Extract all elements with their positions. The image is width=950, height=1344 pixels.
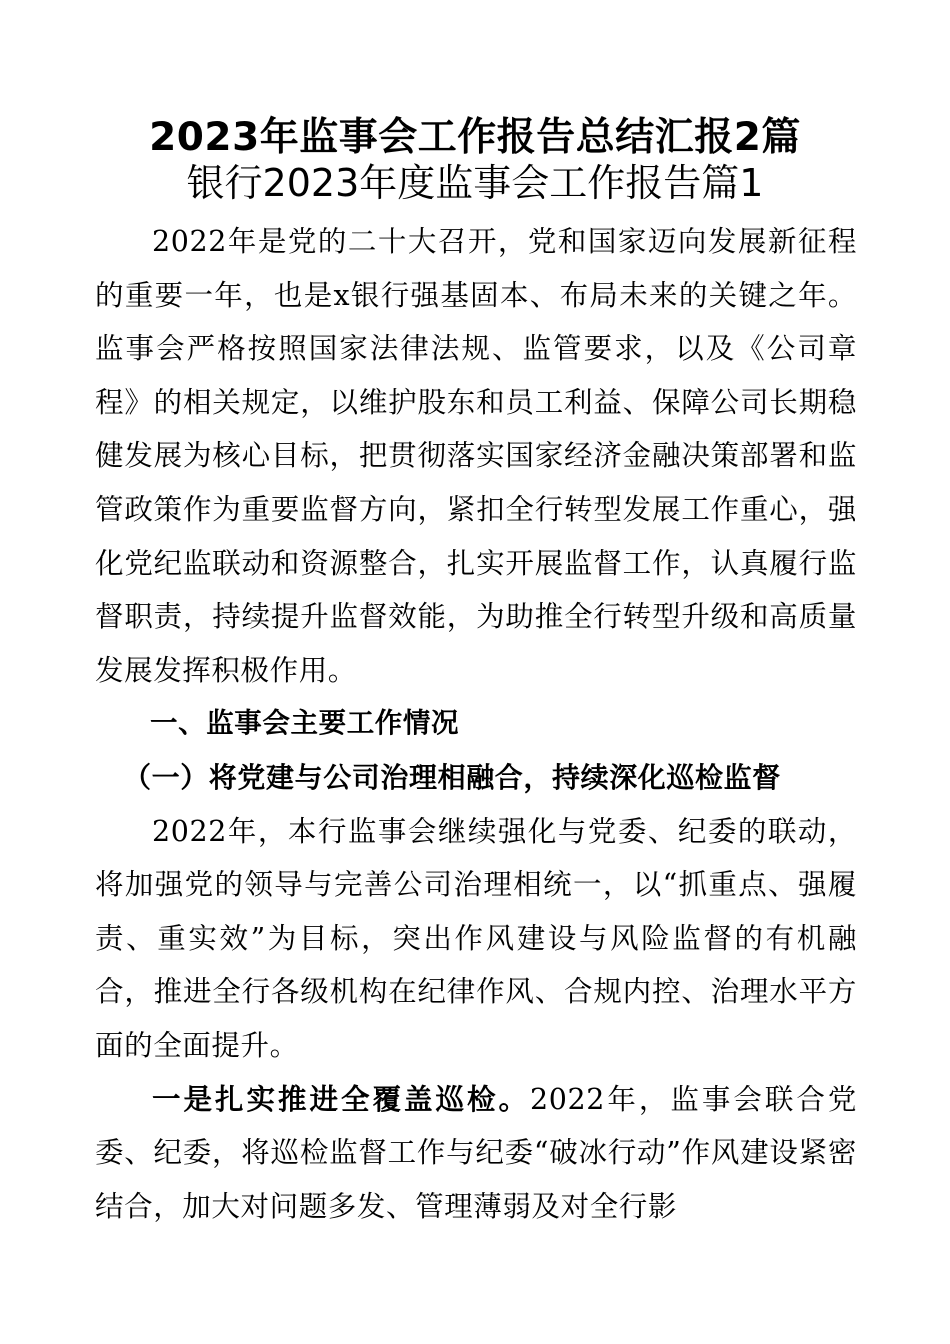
document-body xyxy=(95,215,857,1233)
paragraph-lead: 一是扎实推进全覆盖巡检。 xyxy=(152,1082,531,1116)
subsection-heading: （一）将党建与公司治理相融合，持续深化巡检监督 xyxy=(123,760,781,794)
section-heading: 一、监事会主要工作情况 xyxy=(150,707,460,740)
document-subtitle: 银行2023年度监事会工作报告篇1 xyxy=(186,161,764,205)
intro-paragraph: 2022年是党的二十大召开，党和国家迈向发展新征程的重要一年，也是x银行强基固本、布局未来的关键之年。监事会严格按照国家法律法规、监管要求，以及《公司章程》的相关规定，以维护股东和员工利益、保障公司长期稳健发展为核心目标，把贯彻落实国家经济金融决策部署和监管政策作为重要监督方向，紧扣全行转型发展工作重心，强化党纪监联动和资源整合，扎实开展监督工作，认真履行监督职责，持续提升监督效能，为助推全行转型升级和高质量发展发挥积极作用。 xyxy=(95,225,857,687)
document-title: 2023年监事会工作报告总结汇报2篇 xyxy=(149,115,801,160)
paragraph-rest: 2022年，监事会联合党委、纪委，将巡检监督工作与纪委“破冰行动”作风建设紧密结合，加大对问题多发、管理薄弱及对全行影 xyxy=(95,1082,858,1223)
body-paragraph: 2022年，本行监事会继续强化与党委、纪委的联动，将加强党的领导与完善公司治理相统一，以“抓重点、强履责、重实效”为目标，突出作风建设与风险监督的有机融合，推进全行各级机构在纪律作风、合规内控、治理水平方面的全面提升。 xyxy=(95,814,857,1062)
body-paragraph-with-lead xyxy=(95,1073,857,1234)
